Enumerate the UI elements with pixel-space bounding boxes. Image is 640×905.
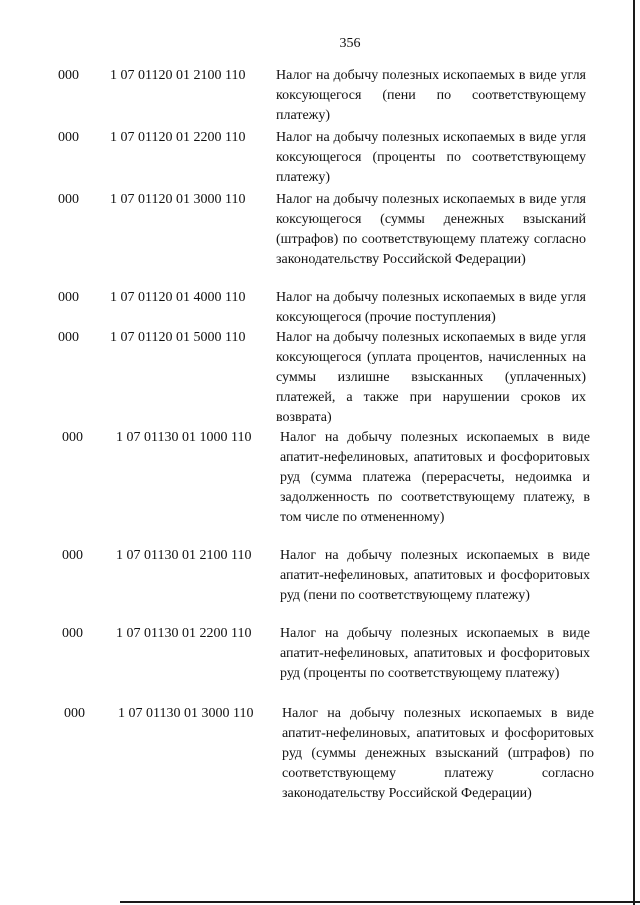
table-row [0,624,640,704]
admin-code: 000 [62,430,83,445]
income-description: Налог на добычу полезных ископаемых в виде угля коксующегося (прочие поступления) [276,290,586,325]
budget-classification-code: 1 07 01120 01 2200 110 [110,130,246,145]
budget-classification-code: 1 07 01130 01 1000 110 [116,430,252,445]
budget-classification-code: 1 07 01120 01 5000 110 [110,330,246,345]
admin-code: 000 [64,706,85,721]
admin-code: 000 [58,130,79,145]
income-description: Налог на добычу полезных ископаемых в виде апатит-нефелиновых, апатитовых и фосфоритовых руд (пени по соответствующему платежу) [280,548,590,603]
income-description: Налог на добычу полезных ископаемых в виде апатит-нефелиновых, апатитовых и фосфоритовых руд (суммы денежных взысканий (штрафов) по соответствующему платежу согласно законодательству Российской Федерации) [282,706,594,801]
table-row [0,704,640,824]
scan-edge-bottom [120,901,640,903]
income-description: Налог на добычу полезных ископаемых в виде угля коксующегося (суммы денежных взысканий (штрафов) по соответствующему платежу согласно законодательству Российской Федерации) [276,192,586,267]
budget-classification-code: 1 07 01120 01 2100 110 [110,68,246,83]
table-row [0,328,640,428]
admin-code: 000 [62,548,83,563]
page-number: 356 [339,36,361,51]
admin-code: 000 [58,330,79,345]
budget-classification-code: 1 07 01130 01 3000 110 [118,706,254,721]
budget-classification-code: 1 07 01130 01 2100 110 [116,548,252,563]
income-description: Налог на добычу полезных ископаемых в виде угля коксующегося (проценты по соответствующему платежу) [276,130,586,185]
income-description: Налог на добычу полезных ископаемых в виде апатит-нефелиновых, апатитовых и фосфоритовых руд (проценты по соответствующему платежу) [280,626,590,681]
table-row [0,428,640,546]
admin-code: 000 [58,68,79,83]
classification-table [0,66,640,824]
admin-code: 000 [58,290,79,305]
budget-classification-code: 1 07 01130 01 2200 110 [116,626,252,641]
table-row [0,190,640,288]
budget-classification-code: 1 07 01120 01 4000 110 [110,290,246,305]
income-description: Налог на добычу полезных ископаемых в виде угля коксующегося (пени по соответствующему платежу) [276,68,586,123]
table-row [0,288,640,328]
table-row [0,546,640,624]
admin-code: 000 [58,192,79,207]
table-row [0,128,640,190]
budget-classification-code: 1 07 01120 01 3000 110 [110,192,246,207]
table-row [0,66,640,128]
admin-code: 000 [62,626,83,641]
income-description: Налог на добычу полезных ископаемых в виде угля коксующегося (уплата процентов, начисленных на суммы излишне взысканных (уплаченных) платежей, а также при нарушении сроков их возврата) [276,330,586,425]
income-description: Налог на добычу полезных ископаемых в виде апатит-нефелиновых, апатитовых и фосфоритовых руд (сумма платежа (перерасчеты, недоимка и задолженность по соответствующему платежу, в том числе по отмененному) [280,430,590,525]
